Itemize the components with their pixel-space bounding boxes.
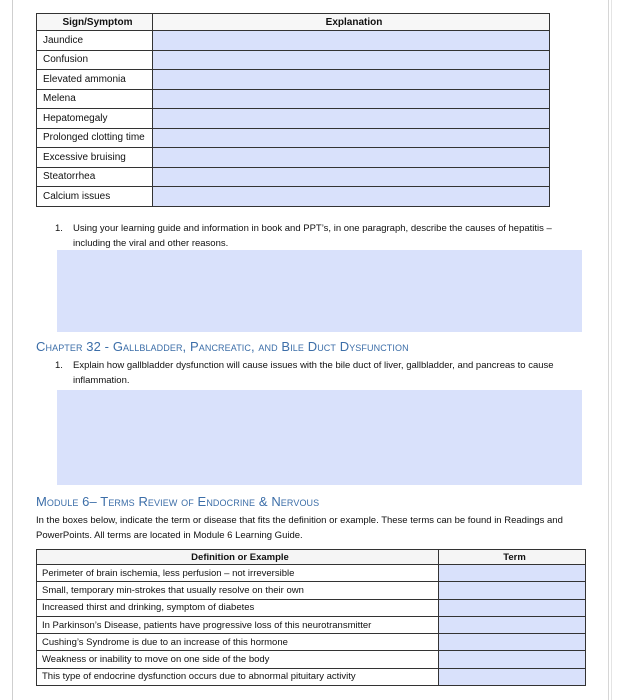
explanation-input[interactable] — [153, 187, 550, 207]
table-row — [37, 565, 586, 582]
table-row — [37, 651, 586, 668]
table-row — [37, 634, 586, 651]
table-row — [37, 599, 586, 616]
question-text: Using your learning guide and information in book and PPT’s, in one paragraph, describe the causes of hepatitis – including the viral and other reasons. — [73, 223, 552, 249]
term-input[interactable] — [439, 582, 586, 599]
page-edge-right — [608, 0, 609, 700]
symptom-label: Prolonged clotting time — [37, 128, 153, 148]
explanation-input[interactable] — [153, 128, 550, 148]
table-row — [37, 31, 550, 51]
explanation-input[interactable] — [153, 148, 550, 168]
question-number: 1. — [55, 360, 63, 371]
symptom-label: Elevated ammonia — [37, 70, 153, 90]
chapter-32-heading: Chapter 32 - Gallbladder, Pancreatic, and Bile Duct Dysfunction — [36, 339, 409, 354]
term-input[interactable] — [439, 565, 586, 582]
module-6-instructions: In the boxes below, indicate the term or disease that fits the definition or example. These terms can be found in Readings and PowerPoints. All terms are located in Module 6 Learning Guide. — [36, 515, 563, 541]
page-edge-left — [12, 0, 13, 700]
explanation-input[interactable] — [153, 50, 550, 70]
symptom-label: Calcium issues — [37, 187, 153, 207]
term-input[interactable] — [439, 651, 586, 668]
term-input[interactable] — [439, 616, 586, 633]
table-row — [37, 187, 550, 207]
explanation-input[interactable] — [153, 109, 550, 129]
explanation-header: Explanation — [153, 14, 550, 31]
table-row — [37, 148, 550, 168]
symptom-table-header-row — [37, 14, 550, 31]
term-input[interactable] — [439, 668, 586, 685]
table-row — [37, 109, 550, 129]
definition-text: Perimeter of brain ischemia, less perfusion – not irreversible — [37, 565, 439, 582]
term-input[interactable] — [439, 599, 586, 616]
question-text: Explain how gallbladder dysfunction will cause issues with the bile duct of liver, gallbladder, and pancreas to cause inflammation. — [73, 360, 554, 386]
table-row — [37, 50, 550, 70]
term-input[interactable] — [439, 634, 586, 651]
explanation-input[interactable] — [153, 89, 550, 109]
definition-text: Increased thirst and drinking, symptom of diabetes — [37, 599, 439, 616]
symptom-label: Melena — [37, 89, 153, 109]
sign-symptom-header: Sign/Symptom — [37, 14, 153, 31]
terms-table-header-row — [37, 550, 586, 565]
definition-text: Weakness or inability to move on one side of the body — [37, 651, 439, 668]
gallbladder-question — [55, 358, 575, 388]
terms-table — [36, 549, 586, 686]
table-row — [37, 167, 550, 187]
explanation-input[interactable] — [153, 70, 550, 90]
definition-text: Cushing’s Syndrome is due to an increase of this hormone — [37, 634, 439, 651]
definition-text: Small, temporary min-strokes that usually resolve on their own — [37, 582, 439, 599]
symptom-label: Hepatomegaly — [37, 109, 153, 129]
term-header: Term — [439, 550, 586, 565]
table-row — [37, 668, 586, 685]
symptom-label: Jaundice — [37, 31, 153, 51]
page-edge-right-shadow — [611, 0, 612, 700]
definition-text: This type of endocrine dysfunction occurs due to abnormal pituitary activity — [37, 668, 439, 685]
hepatitis-question — [55, 221, 587, 251]
symptom-label: Confusion — [37, 50, 153, 70]
table-row — [37, 128, 550, 148]
definition-text: In Parkinson’s Disease, patients have progressive loss of this neurotransmitter — [37, 616, 439, 633]
table-row — [37, 582, 586, 599]
definition-header: Definition or Example — [37, 550, 439, 565]
gallbladder-answer-box[interactable] — [57, 390, 582, 485]
table-row — [37, 89, 550, 109]
symptom-label: Steatorrhea — [37, 167, 153, 187]
table-row — [37, 616, 586, 633]
symptom-label: Excessive bruising — [37, 148, 153, 168]
explanation-input[interactable] — [153, 167, 550, 187]
hepatitis-answer-box[interactable] — [57, 250, 582, 332]
table-row — [37, 70, 550, 90]
question-number: 1. — [55, 223, 63, 234]
module-6-heading: Module 6– Terms Review of Endocrine & Nervous — [36, 494, 320, 509]
symptom-table — [36, 13, 550, 207]
explanation-input[interactable] — [153, 31, 550, 51]
